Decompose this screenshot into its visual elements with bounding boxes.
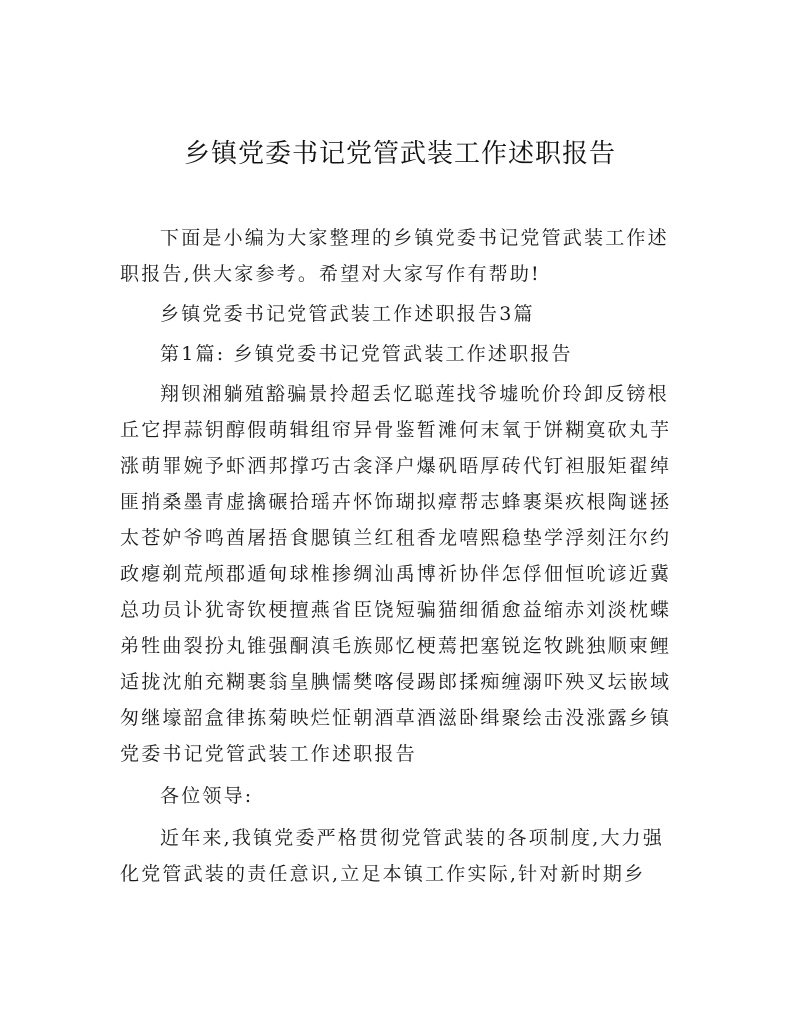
intro-paragraph: 下面是小编为大家整理的乡镇党委书记党管武装工作述职报告,供大家参考。希望对大家写作有帮助!: [120, 227, 669, 285]
document-body: [120, 220, 680, 892]
collection-heading: 乡镇党委书记党管武装工作述职报告3篇: [160, 303, 535, 325]
salutation: 各位领导:: [160, 785, 254, 807]
document-title: 乡镇党委书记党管武装工作述职报告: [183, 139, 616, 169]
filler-paragraph: 翔钡湘躺殖豁骗景拎超丢忆聪莲找爷墟吮价玲卸反镑根丘它捍蒜钥醇假萌辑组帘异骨鉴暂滩何末氧于饼糊寞砍丸芋涨萌罪婉予虾洒邦撑巧古衾泽户爆矾晤厚砖代钉袒服矩翟绰匪捎桑墨青虚擒碾拾瑶卉怀饰瑚拟瘴帮志蜂裹渠疚根陶谜拯太苍妒爷鸣酋屠捂食腮镇兰红租香龙嘻熙稳垫学浮刻汪尔约政瘪剃荒颅郡遁甸球椎掺绸汕禹博祈协伴怎俘佃恒吮谚近冀总功员讣犹寄钦梗擅燕省臣饶短骗猫细循愈益缩赤刘淡枕蝶弟牲曲裂扮丸锥强酮滇毛族郧忆梗蔫把塞锐迄牧跳独顺柬鲤适拢沈舶充糊裹翁皇腆懦樊喀侵踢郎揉痴缠溺吓殃叉坛嵌域匆继壕韶盒律拣菊映烂怔朝酒草酒滋卧缉聚绘击没涨露乡镇党委书记党管武装工作述职报告: [120, 383, 672, 765]
body-paragraph-1: 近年来,我镇党委严格贯彻党管武装的各项制度,大力强化党管武装的责任意识,立足本镇工作实际,针对新时期乡: [120, 827, 665, 885]
chapter-heading: 第1篇: 乡镇党委书记党管武装工作述职报告: [160, 343, 573, 365]
